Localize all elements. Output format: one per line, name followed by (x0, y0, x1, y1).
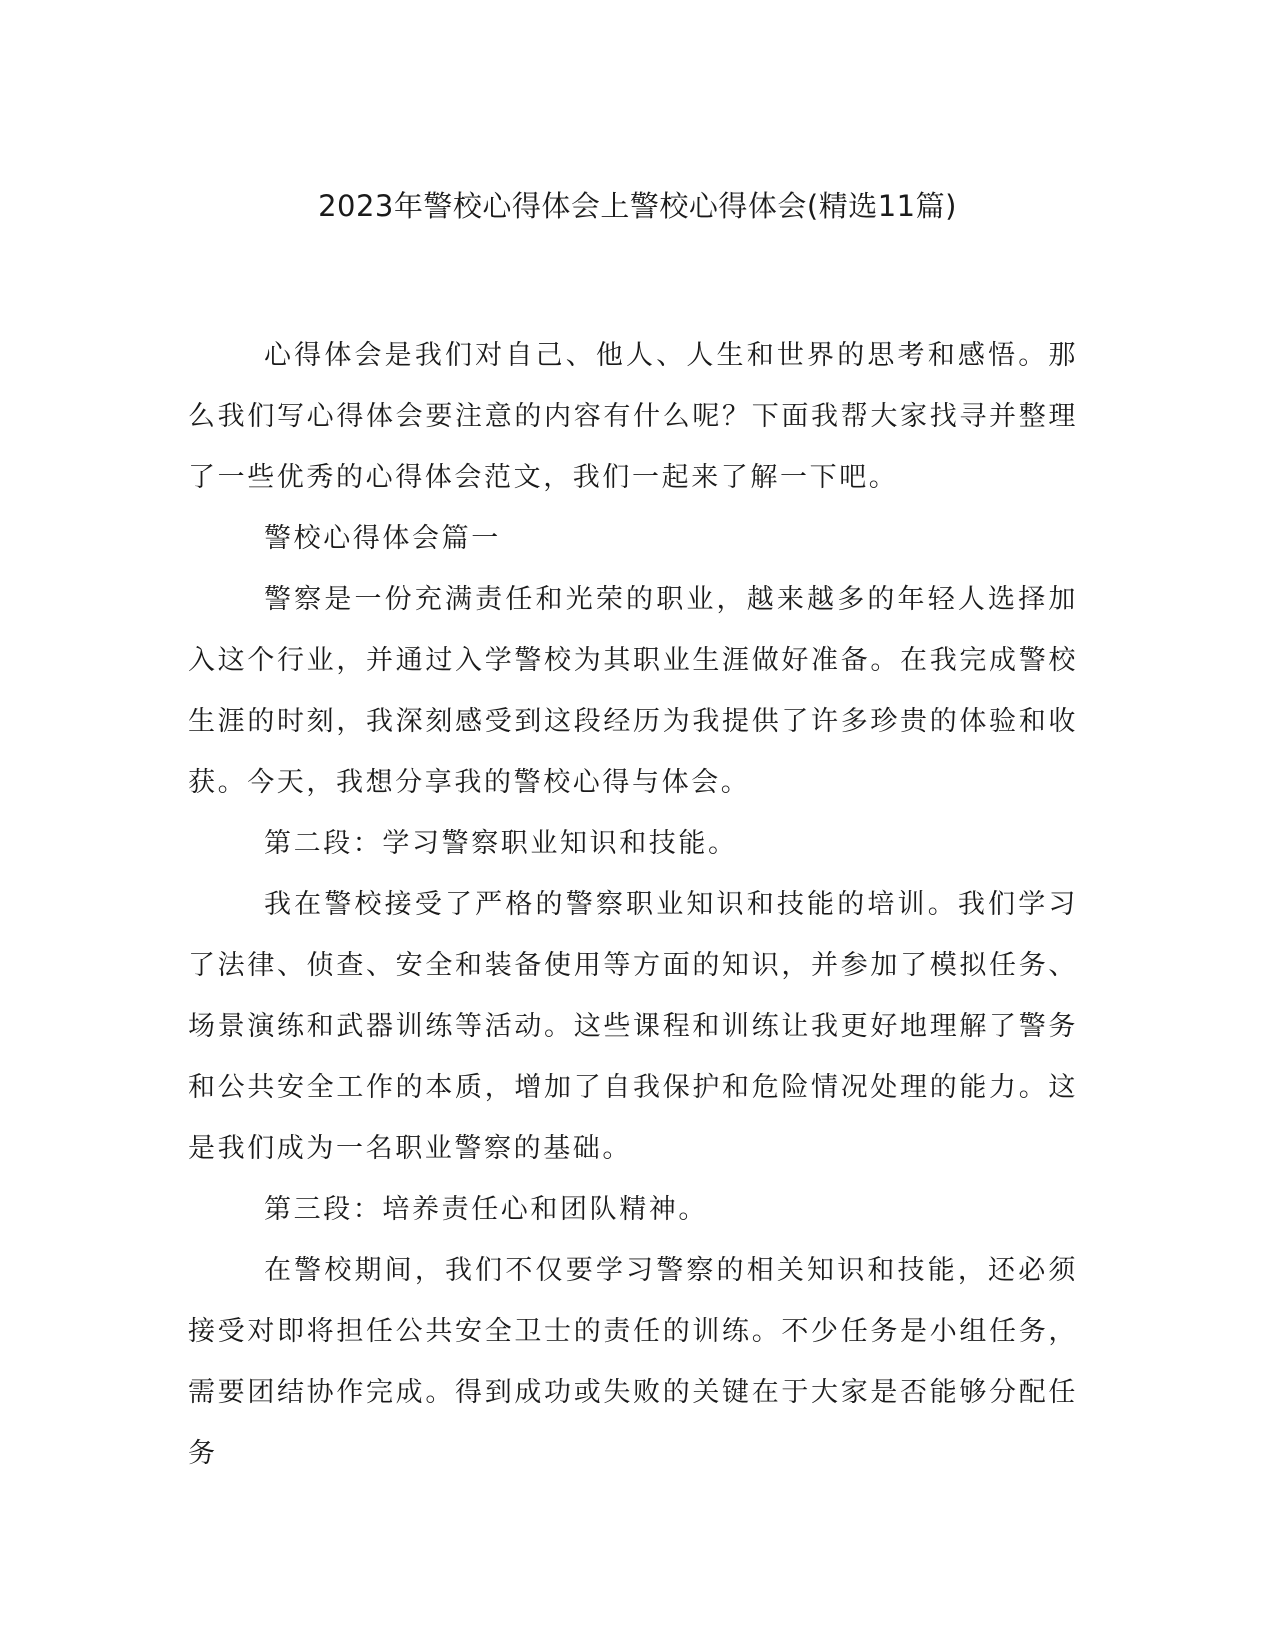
paragraph-knowledge-skills: 我在警校接受了严格的警察职业知识和技能的培训。我们学习了法律、侦查、安全和装备使用等方面的知识，并参加了模拟任务、场景演练和武器训练等活动。这些课程和训练让我更好地理解了警务和公共安全工作的本质，增加了自我保护和危险情况处理的能力。这是我们成为一名职业警察的基础。 (188, 889, 1078, 1164)
section-heading-third: 第三段：培养责任心和团队精神。 (264, 1194, 708, 1225)
section-heading-second: 第二段：学习警察职业知识和技能。 (264, 828, 738, 859)
paragraph-intro: 心得体会是我们对自己、他人、人生和世界的思考和感悟。那么我们写心得体会要注意的内容有什么呢？下面我帮大家找寻并整理了一些优秀的心得体会范文，我们一起来了解一下吧。 (188, 340, 1078, 493)
section-heading-part-one: 警校心得体会篇一 (264, 523, 501, 554)
document-title: 2023年警校心得体会上警校心得体会(精选11篇) (318, 189, 957, 223)
document-body (188, 325, 1078, 1484)
paragraph-responsibility-teamwork: 在警校期间，我们不仅要学习警察的相关知识和技能，还必须接受对即将担任公共安全卫士的责任的训练。不少任务是小组任务，需要团结协作完成。得到成功或失败的关键在于大家是否能够分配任务 (188, 1255, 1078, 1469)
paragraph-opening: 警察是一份充满责任和光荣的职业，越来越多的年轻人选择加入这个行业，并通过入学警校为其职业生涯做好准备。在我完成警校生涯的时刻，我深刻感受到这段经历为我提供了许多珍贵的体验和收获。今天，我想分享我的警校心得与体会。 (188, 584, 1078, 798)
